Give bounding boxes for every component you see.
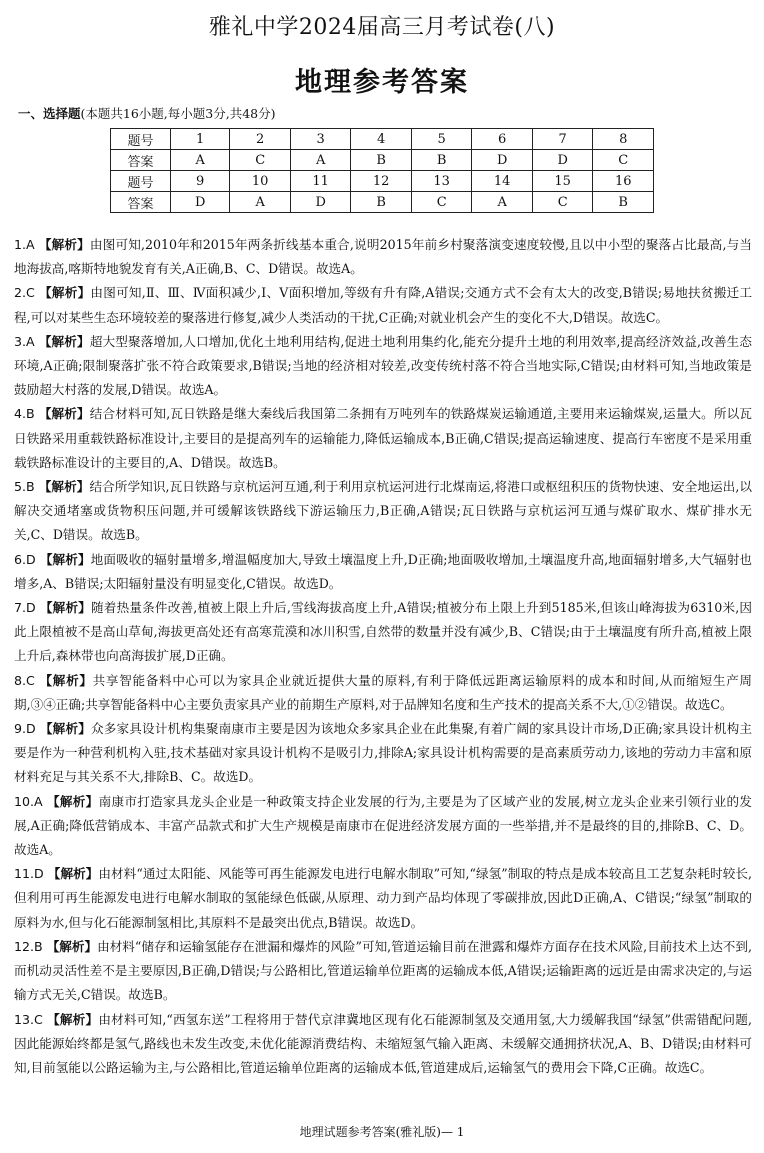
row-header-cell: 答案 bbox=[111, 192, 171, 213]
table-cell: D bbox=[472, 150, 533, 171]
table-cell: 16 bbox=[593, 171, 654, 192]
table-cell: 11 bbox=[290, 171, 351, 192]
explanation-item bbox=[14, 233, 752, 281]
explanation-text: 由材料可知,“西氢东送”工程将用于替代京津冀地区现有化石能源制氢及交通用氢,大力缓解我国“绿氢”供需错配问题,因此能源始终都是氢气,路线也未发生改变,未优化能源消费结构、未缩短氢气输入距离、未缓解交通拥挤状况,A、B、D错误;由材料可知,目前氢能以公路运输为主,与公路相比,管道运输单位距离的运输成本低,管道建成后,运输氢气的费用会下降,C正确。故选C。 bbox=[14, 1011, 753, 1075]
table-row bbox=[111, 192, 654, 213]
explanation-item bbox=[14, 1008, 752, 1081]
table-cell: B bbox=[411, 150, 472, 171]
page-footer: 地理试题参考答案(雅礼版)— 1 bbox=[299, 1125, 465, 1139]
table-cell: 12 bbox=[351, 171, 412, 192]
question-number: 13.C bbox=[14, 1011, 43, 1027]
table-cell: C bbox=[593, 150, 654, 171]
question-number: 4.B bbox=[14, 406, 35, 422]
explanation-text: 由材料“储存和运输氢能存在泄漏和爆炸的风险”可知,管道运输目前在泄露和爆炸方面存在技术风险,目前技术上达不到,而机动灵活性差不是主要原因,B正确,D错误;与公路相比,管道运输单位距离的运输成本低,A错误;运输距离的远近是由需求决定的,与运输方式无关,C错误。故选B。 bbox=[14, 938, 752, 1003]
table-cell: C bbox=[411, 192, 472, 213]
question-number: 5.B bbox=[14, 479, 35, 495]
section-note: (本题共16小题,每小题3分,共48分) bbox=[80, 106, 276, 121]
explanation-text: 结合所学知识,瓦日铁路与京杭运河互通,利于利用京杭运河进行北煤南运,将港口或枢纽积压的货物快速、安全地运出,以解决交通堵塞或货物积压问题,并可缓解该铁路线下游运输压力,B正确,A错误;瓦日铁路与京杭运河互通与煤矿取水、煤矿排水无关,C、D错误。故选B。 bbox=[14, 479, 753, 543]
question-number: 6.D bbox=[14, 551, 36, 567]
explanation-item bbox=[14, 935, 752, 1008]
question-number: 1.A bbox=[14, 237, 35, 252]
table-cell: 13 bbox=[411, 171, 472, 192]
table-cell: C bbox=[532, 192, 593, 213]
table-cell: A bbox=[170, 150, 230, 171]
explanation-text: 随着热量条件改善,植被上限上升后,雪线海拔高度上升,A错误;植被分布上限上升到5185米,但该山峰海拔为6310米,因此上限植被不是高山草甸,海拔更高处还有高寒荒漠和冰川积雪,自然带的数量并没有减少,B、C错误;由于土壤温度有所升高,植被上限上升后,森林带也向高海拔扩展,D正确。 bbox=[14, 600, 752, 664]
table-cell: 5 bbox=[411, 129, 472, 150]
explanation-text: 地面吸收的辐射量增多,增温幅度加大,导致土壤温度上升,D正确;地面吸收增加,土壤温度升高,地面辐射增多,大气辐射也增多,A、B错误;太阳辐射量没有明显变化,C错误。故选D。 bbox=[14, 551, 753, 591]
row-header-cell: 答案 bbox=[111, 150, 171, 171]
explanation-text: 超大型聚落增加,人口增加,优化土地利用结构,促进土地利用集约化,能充分提升土地的利用效率,提高经济效益,改善生态环境,A正确;限制聚落扩张不符合政策要求,B错误;当地的经济相对较差,改变传统村落不符合当地实际,C错误;由材料可知,当地政策是鼓励超大村落的发展,D错误。故选A。 bbox=[14, 333, 752, 398]
table-cell: 10 bbox=[230, 171, 291, 192]
page-title: 地理参考答案 bbox=[295, 67, 469, 98]
explanation-text: 结合材料可知,瓦日铁路是继大秦线后我国第二条拥有万吨列车的铁路煤炭运输通道,主要用来运输煤炭,运量大。所以瓦日铁路采用重载铁路标准设计,主要目的是提高列车的运输能力,降低运输成本,B正确,C错误;提高运输速度、提高行车密度不是采用重载铁路标准设计的主要目的,A、D错误。故选B。 bbox=[14, 406, 752, 470]
explanation-text: 由图可知,2010年和2015年两条折线基本重合,说明2015年前乡村聚落演变速度较慢,且以中小型的聚落占比最高,与当地海拔高,喀斯特地貌发育有关,A正确,B、C、D错误。故选A。 bbox=[14, 237, 752, 277]
explanation-item bbox=[14, 862, 752, 935]
question-number: 7.D bbox=[14, 600, 36, 616]
analysis-tag: 【解析】 bbox=[47, 1011, 99, 1027]
analysis-tag: 【解析】 bbox=[39, 285, 91, 301]
analysis-tag: 【解析】 bbox=[38, 479, 90, 495]
explanation-list bbox=[14, 233, 752, 1080]
table-row bbox=[111, 129, 654, 150]
table-cell: 2 bbox=[230, 129, 291, 150]
table-cell: B bbox=[593, 192, 654, 213]
section-label: 一、选择题 bbox=[18, 106, 81, 121]
table-cell: A bbox=[230, 192, 291, 213]
analysis-tag: 【解析】 bbox=[46, 793, 99, 809]
question-number: 8.C bbox=[14, 672, 35, 688]
analysis-tag: 【解析】 bbox=[38, 333, 90, 349]
analysis-tag: 【解析】 bbox=[46, 938, 98, 954]
question-number: 3.A bbox=[14, 333, 35, 349]
explanation-text: 由材料“通过太阳能、风能等可再生能源发电进行电解水制取”可知,“绿氢”制取的特点是成本较高且工艺复杂耗时较长,但利用可再生能源发电进行电解水制取的氢能绿色低碳,从原理、动力到产品均体现了零碳排放,因此D正确,A、C错误;“绿氢”制取的原料为水,但与化石能源制氢相比,其原料不是最突出优点,B错误。故选D。 bbox=[14, 866, 752, 930]
table-cell: C bbox=[230, 150, 291, 171]
question-number: 11.D bbox=[14, 866, 44, 882]
explanation-item bbox=[14, 669, 752, 717]
table-cell: B bbox=[351, 192, 412, 213]
explanation-text: 南康市打造家具龙头企业是一种政策支持企业发展的行为,主要是为了区域产业的发展,树立龙头企业来引领行业的发展,A正确;降低营销成本、丰富产品款式和扩大生产规模是南康市在促进经济发展方面的一些举措,并不是最终的目的,排除B、C、D。故选A。 bbox=[14, 793, 752, 858]
question-number: 2.C bbox=[14, 285, 35, 301]
table-cell: 1 bbox=[170, 129, 230, 150]
analysis-tag: 【解析】 bbox=[38, 237, 90, 252]
table-cell: D bbox=[290, 192, 351, 213]
table-cell: 15 bbox=[532, 171, 593, 192]
question-number: 9.D bbox=[14, 721, 36, 737]
explanation-item bbox=[14, 790, 752, 863]
explanation-text: 众多家具设计机构集聚南康市主要是因为该地众多家具企业在此集聚,有着广阔的家具设计市场,D正确;家具设计机构主要是作为一种营利机构入驻,技术基础对家具设计机构不是吸引力,排除A;家具设计机构需要的是高素质劳动力,该地的劳动力丰富和原材料充足与其关系不大,排除B、C。故选D。 bbox=[14, 721, 752, 785]
analysis-tag: 【解析】 bbox=[39, 672, 93, 688]
answer-table bbox=[110, 128, 654, 213]
table-cell: 9 bbox=[170, 171, 230, 192]
table-cell: 6 bbox=[472, 129, 533, 150]
table-cell: 4 bbox=[351, 129, 412, 150]
explanation-item bbox=[14, 717, 752, 790]
explanation-item bbox=[14, 548, 752, 596]
table-cell: D bbox=[532, 150, 593, 171]
explanation-item bbox=[14, 402, 752, 475]
row-header-cell: 题号 bbox=[111, 171, 171, 192]
row-header-cell: 题号 bbox=[111, 129, 171, 150]
table-cell: 14 bbox=[472, 171, 533, 192]
analysis-tag: 【解析】 bbox=[39, 551, 91, 567]
explanation-item bbox=[14, 475, 752, 548]
table-cell: A bbox=[472, 192, 533, 213]
analysis-tag: 【解析】 bbox=[39, 721, 91, 737]
analysis-tag: 【解析】 bbox=[39, 600, 92, 616]
table-cell: 3 bbox=[290, 129, 351, 150]
analysis-tag: 【解析】 bbox=[38, 406, 90, 422]
table-row bbox=[111, 171, 654, 192]
table-row bbox=[111, 150, 654, 171]
table-cell: A bbox=[290, 150, 351, 171]
table-cell: D bbox=[170, 192, 230, 213]
explanation-item bbox=[14, 596, 752, 669]
explanation-text: 由图可知,Ⅱ、Ⅲ、Ⅳ面积减少,Ⅰ、Ⅴ面积增加,等级有升有降,A错误;交通方式不会有太大的改变,B错误;易地扶贫搬迁工程,可以对某些生态环境较差的聚落进行修复,减少人类活动的干扰,C正确;对就业机会产生的变化不大,D错误。故选C。 bbox=[14, 285, 752, 325]
explanation-item bbox=[14, 281, 752, 329]
question-number: 10.A bbox=[14, 793, 43, 809]
explanation-text: 共享智能备料中心可以为家具企业就近提供大量的原料,有利于降低远距离运输原料的成本和时间,从而缩短生产周期,③④正确;共享智能备料中心主要负责家具产业的前期生产原料,对于品牌知名度和生产技术的提高关系不大,①②错误。故选C。 bbox=[14, 672, 753, 712]
table-cell: B bbox=[351, 150, 412, 171]
table-cell: 7 bbox=[532, 129, 593, 150]
table-cell: 8 bbox=[593, 129, 654, 150]
analysis-tag: 【解析】 bbox=[47, 866, 99, 882]
question-number: 12.B bbox=[14, 938, 43, 954]
explanation-item bbox=[14, 330, 752, 403]
section-heading bbox=[18, 104, 275, 122]
exam-header: 雅礼中学2024届高三月考试卷(八) bbox=[208, 15, 556, 40]
